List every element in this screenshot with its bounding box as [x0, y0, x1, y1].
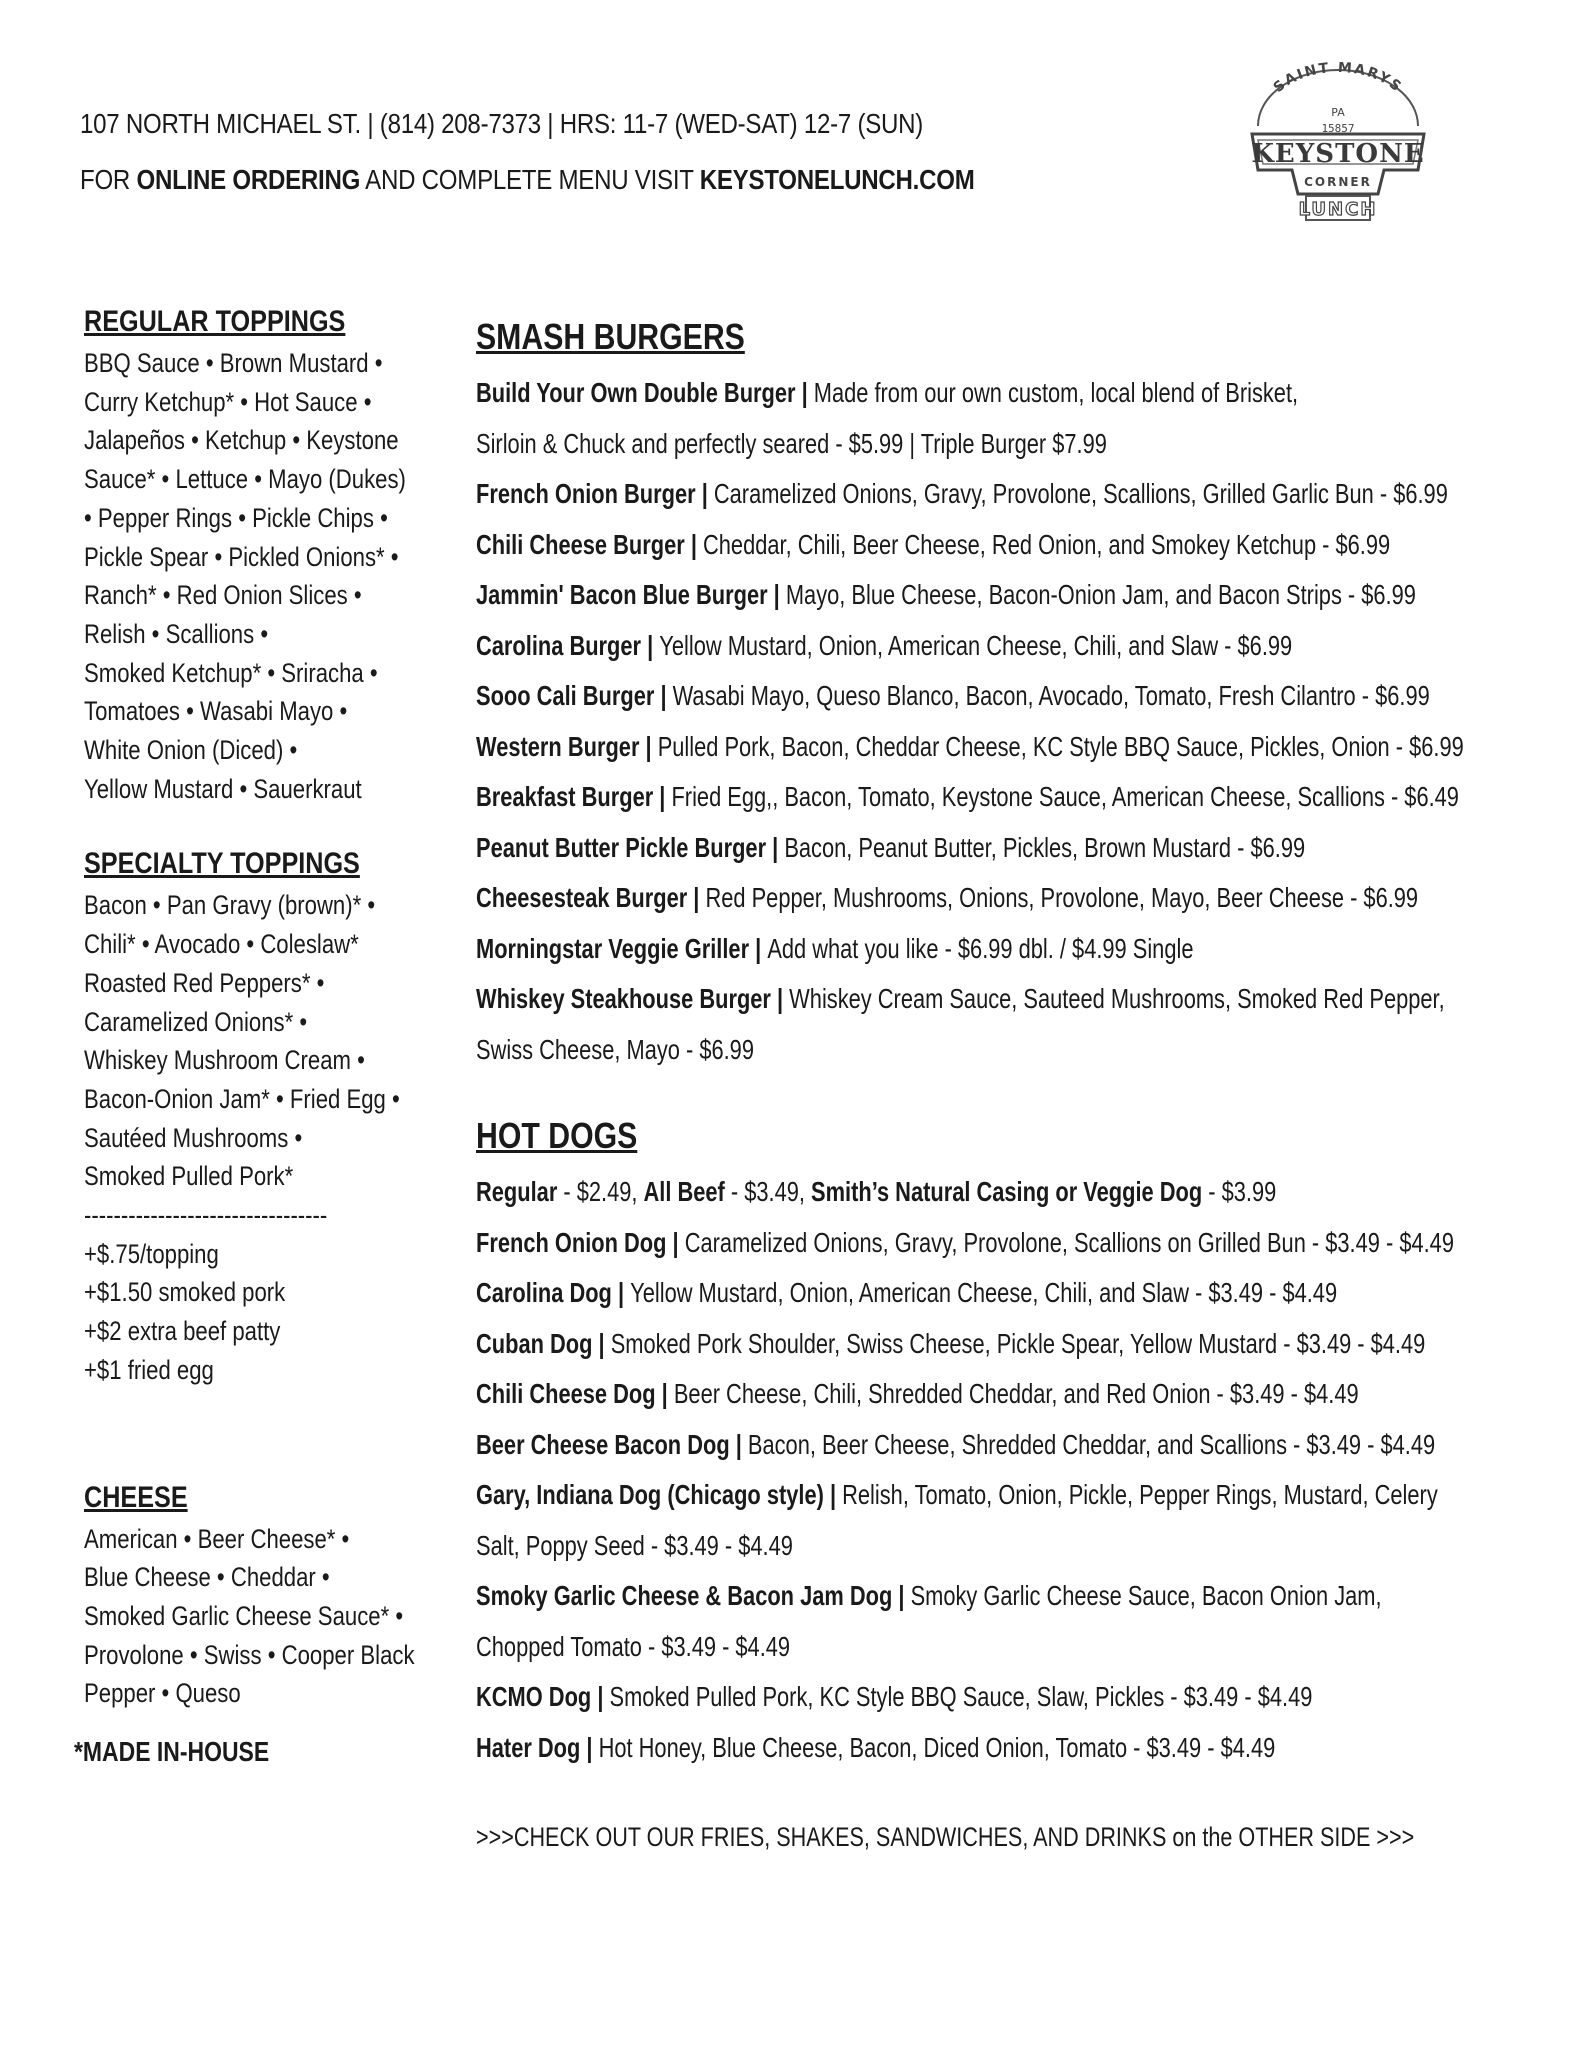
- topping-price-line: +$1 fried egg: [84, 1354, 214, 1385]
- item-desc: Relish, Tomato, Onion, Pickle, Pepper Rings, Mustard, Celery: [842, 1479, 1438, 1510]
- item-desc: Smoked Pork Shoulder, Swiss Cheese, Pickle Spear, Yellow Mustard - $3.49 - $4.49: [610, 1327, 1426, 1359]
- menu-item: [476, 1521, 1303, 1572]
- regular-topping-line: BBQ Sauce • Brown Mustard •: [84, 348, 383, 378]
- regular-topping-line: Ranch* • Red Onion Slices •: [84, 580, 362, 611]
- item-desc: Bacon, Peanut Butter, Pickles, Brown Mustard - $6.99: [784, 831, 1306, 863]
- menu-item: [476, 772, 1459, 823]
- header: [80, 96, 1180, 208]
- item-price: - $2.49,: [557, 1176, 644, 1207]
- item-name: Chili Cheese Burger |: [476, 528, 704, 560]
- menu-item: [476, 873, 1419, 924]
- item-name: Beer Cheese Bacon Dog |: [476, 1428, 748, 1460]
- item-name: Western Burger |: [476, 730, 658, 762]
- regular-topping-line: • Pepper Rings • Pickle Chips •: [84, 502, 388, 533]
- menu-item: [476, 1268, 1338, 1319]
- item-name: Gary, Indiana Dog (Chicago style) |: [476, 1479, 843, 1510]
- menu-item: [476, 1420, 1436, 1471]
- specialty-topping-line: Sautéed Mushrooms •: [84, 1122, 303, 1153]
- keystone-lunch-logo: [1228, 62, 1448, 232]
- specialty-topping-line: Roasted Red Peppers* •: [84, 967, 325, 998]
- menu-item: [476, 974, 1445, 1025]
- menu-item: [476, 1025, 1303, 1076]
- menu-item: [476, 1470, 1438, 1521]
- item-name: Regular: [476, 1176, 558, 1207]
- logo-lunch: LUNCH: [1298, 199, 1378, 220]
- menu-item: [476, 924, 1303, 975]
- regular-topping-line: Jalapeños • Ketchup • Keystone: [84, 425, 399, 456]
- topping-price-line: +$1.50 smoked pork: [84, 1277, 286, 1308]
- logo-name: KEYSTONE: [1251, 139, 1425, 169]
- menu-item: [476, 1369, 1359, 1420]
- made-in-house-note: *MADE IN-HOUSE: [74, 1736, 270, 1767]
- logo-arc-text: SAINT MARYS: [1270, 62, 1406, 97]
- menu-item: [476, 1218, 1454, 1269]
- regular-topping-line: Relish • Scallions •: [84, 618, 269, 649]
- menu-item: [476, 368, 1303, 419]
- item-name: Jammin' Bacon Blue Burger |: [476, 579, 786, 610]
- item-desc: Yellow Mustard, Onion, American Cheese, Chili, and Slaw - $6.99: [659, 629, 1293, 661]
- item-desc: Pulled Pork, Bacon, Cheddar Cheese, KC Style BBQ Sauce, Pickles, Onion - $6.99: [657, 730, 1464, 762]
- divider: ---------------------------------: [84, 1200, 328, 1231]
- item-desc: Red Pepper, Mushrooms, Onions, Provolone, Mayo, Beer Cheese - $6.99: [705, 882, 1419, 913]
- item-name: Cheesesteak Burger |: [476, 882, 706, 913]
- online-ordering-line: [80, 152, 1026, 208]
- item-desc: Smoked Pulled Pork, KC Style BBQ Sauce, Slaw, Pickles - $3.49 - $4.49: [609, 1681, 1313, 1712]
- cheese-list: [84, 1520, 444, 1714]
- item-desc: Bacon, Beer Cheese, Shredded Cheddar, and Scallions - $3.49 - $4.49: [747, 1428, 1436, 1460]
- item-name: Whiskey Steakhouse Burger |: [476, 983, 790, 1014]
- cheese-line: American • Beer Cheese* •: [84, 1523, 350, 1554]
- item-desc: Chopped Tomato - $3.49 - $4.49: [476, 1630, 791, 1662]
- menu-item: [476, 621, 1303, 672]
- item-desc: Add what you like - $6.99 dbl. / $4.99 Single: [767, 932, 1194, 964]
- cheese-line: Pepper • Queso: [84, 1678, 241, 1709]
- regular-toppings-title: REGULAR TOPPINGS: [84, 305, 346, 338]
- item-price: - $3.99: [1202, 1176, 1277, 1207]
- section-gap: [476, 1075, 1536, 1111]
- smash-burgers-list: [476, 368, 1536, 1075]
- item-name: KCMO Dog |: [476, 1681, 610, 1712]
- menu-item: [476, 1672, 1313, 1723]
- regular-toppings-list: [84, 344, 444, 808]
- item-desc: Mayo, Blue Cheese, Bacon-Onion Jam, and Bacon Strips - $6.99: [785, 579, 1416, 610]
- hot-dogs-list: [476, 1167, 1536, 1773]
- item-desc: Whiskey Cream Sauce, Sauteed Mushrooms, Smoked Red Pepper,: [789, 983, 1445, 1014]
- menu-item: [476, 1319, 1426, 1370]
- item-name: Carolina Burger |: [476, 629, 660, 661]
- item-name: Hater Dog |: [476, 1731, 599, 1763]
- regular-topping-line: Smoked Ketchup* • Sriracha •: [84, 657, 378, 688]
- logo-zip: 15857: [1321, 122, 1355, 135]
- item-price: - $3.49,: [724, 1176, 812, 1207]
- item-name: French Onion Dog |: [476, 1226, 685, 1258]
- hot-dogs-title: HOT DOGS: [476, 1115, 638, 1156]
- item-name: Cuban Dog |: [476, 1327, 611, 1359]
- item-desc: Fried Egg,, Bacon, Tomato, Keystone Sauce, American Cheese, Scallions - $6.49: [671, 781, 1459, 812]
- menu-item: [476, 1723, 1303, 1774]
- item-name: Morningstar Veggie Griller |: [476, 932, 768, 964]
- cheese-line: Smoked Garlic Cheese Sauce* •: [84, 1600, 404, 1631]
- cheese-line: Blue Cheese • Cheddar •: [84, 1562, 330, 1593]
- menu-item: [476, 419, 1303, 470]
- item-name: Breakfast Burger |: [476, 781, 672, 812]
- item-desc: Swiss Cheese, Mayo - $6.99: [476, 1033, 754, 1065]
- regular-topping-line: Curry Ketchup* • Hot Sauce •: [84, 386, 372, 417]
- address-hours-line: 107 NORTH MICHAEL ST. | (814) 208-7373 | HRS: 11-7 (WED-SAT) 12-7 (SUN): [80, 108, 924, 139]
- smash-burgers-title: SMASH BURGERS: [476, 316, 745, 357]
- item-desc: Caramelized Onions, Gravy, Provolone, Scallions, Grilled Garlic Bun - $6.99: [713, 478, 1448, 509]
- section-gap: [84, 808, 444, 842]
- item-name: Peanut Butter Pickle Burger |: [476, 831, 785, 863]
- online-ordering-mid: AND COMPLETE MENU VISIT: [360, 164, 700, 195]
- specialty-topping-line: Whiskey Mushroom Cream •: [84, 1045, 365, 1076]
- toppings-column: [84, 300, 444, 1713]
- item-desc: Caramelized Onions, Gravy, Provolone, Scallions on Grilled Bun - $3.49 - $4.49: [684, 1226, 1454, 1258]
- menu-item: [476, 823, 1306, 874]
- specialty-toppings-list: [84, 886, 444, 1389]
- menu-item: [476, 520, 1391, 571]
- svg-text:SAINT MARYS: [1271, 62, 1406, 96]
- item-desc: Smoky Garlic Cheese Sauce, Bacon Onion Jam,: [910, 1580, 1382, 1611]
- menu-item: [476, 671, 1430, 722]
- item-desc: Salt, Poppy Seed - $3.49 - $4.49: [476, 1529, 793, 1561]
- logo-state: PA: [1331, 106, 1345, 119]
- item-name: French Onion Burger |: [476, 478, 714, 509]
- menu-item: [476, 1571, 1382, 1622]
- other-side-note: >>>CHECK OUT OUR FRIES, SHAKES, SANDWICHES, AND DRINKS on the OTHER SIDE >>>: [476, 1822, 1415, 1852]
- specialty-toppings-title: SPECIALTY TOPPINGS: [84, 847, 360, 881]
- item-desc: Sirloin & Chuck and perfectly seared - $5.99 | Triple Burger $7.99: [476, 427, 1107, 459]
- item-desc: Made from our own custom, local blend of Brisket,: [813, 377, 1299, 408]
- item-name: Build Your Own Double Burger |: [476, 377, 814, 408]
- item-name: Sooo Cali Burger |: [476, 680, 673, 711]
- specialty-topping-line: Smoked Pulled Pork*: [84, 1161, 294, 1192]
- item-name: Carolina Dog |: [476, 1277, 631, 1308]
- item-desc: Beer Cheese, Chili, Shredded Cheddar, and Red Onion - $3.49 - $4.49: [673, 1378, 1359, 1409]
- item-desc: Cheddar, Chili, Beer Cheese, Red Onion, and Smokey Ketchup - $6.99: [703, 528, 1391, 560]
- website-link[interactable]: KEYSTONELUNCH.COM: [699, 164, 975, 195]
- topping-price-line: +$2 extra beef patty: [84, 1316, 281, 1347]
- item-name: Smith’s Natural Casing or Veggie Dog: [811, 1176, 1203, 1207]
- menu-item: [476, 469, 1448, 520]
- regular-topping-line: Pickle Spear • Pickled Onions* •: [84, 541, 399, 572]
- hot-dog-regular-line: [476, 1167, 1303, 1218]
- menu-column: [476, 312, 1536, 1773]
- online-ordering-bold: ONLINE ORDERING: [136, 164, 361, 195]
- cheese-title: CHEESE: [84, 1480, 188, 1514]
- regular-topping-line: Yellow Mustard • Sauerkraut: [84, 773, 362, 804]
- specialty-topping-line: Chili* • Avocado • Coleslaw*: [84, 929, 359, 960]
- menu-item: [476, 1622, 1303, 1673]
- cheese-line: Provolone • Swiss • Cooper Black: [84, 1639, 415, 1670]
- item-name: Chili Cheese Dog |: [476, 1378, 674, 1409]
- menu-item: [476, 570, 1416, 621]
- item-name: All Beef: [643, 1176, 725, 1207]
- item-desc: Hot Honey, Blue Cheese, Bacon, Diced Onion, Tomato - $3.49 - $4.49: [598, 1731, 1276, 1763]
- specialty-topping-line: Bacon • Pan Gravy (brown)* •: [84, 890, 376, 921]
- online-ordering-pre: FOR: [80, 164, 137, 195]
- item-desc: Wasabi Mayo, Queso Blanco, Bacon, Avocado, Tomato, Fresh Cilantro - $6.99: [672, 680, 1430, 711]
- specialty-topping-line: Bacon-Onion Jam* • Fried Egg •: [84, 1083, 400, 1114]
- item-desc: Yellow Mustard, Onion, American Cheese, Chili, and Slaw - $3.49 - $4.49: [630, 1277, 1338, 1308]
- regular-topping-line: Sauce* • Lettuce • Mayo (Dukes): [84, 464, 406, 495]
- menu-item: [476, 722, 1464, 773]
- topping-price-line: +$.75/topping: [84, 1238, 219, 1269]
- regular-topping-line: White Onion (Diced) •: [84, 735, 298, 766]
- specialty-topping-line: Caramelized Onions* •: [84, 1006, 308, 1037]
- item-name: Smoky Garlic Cheese & Bacon Jam Dog |: [476, 1580, 911, 1611]
- logo-corner: CORNER: [1304, 175, 1372, 189]
- section-gap: [84, 1390, 444, 1476]
- regular-topping-line: Tomatoes • Wasabi Mayo •: [84, 696, 348, 727]
